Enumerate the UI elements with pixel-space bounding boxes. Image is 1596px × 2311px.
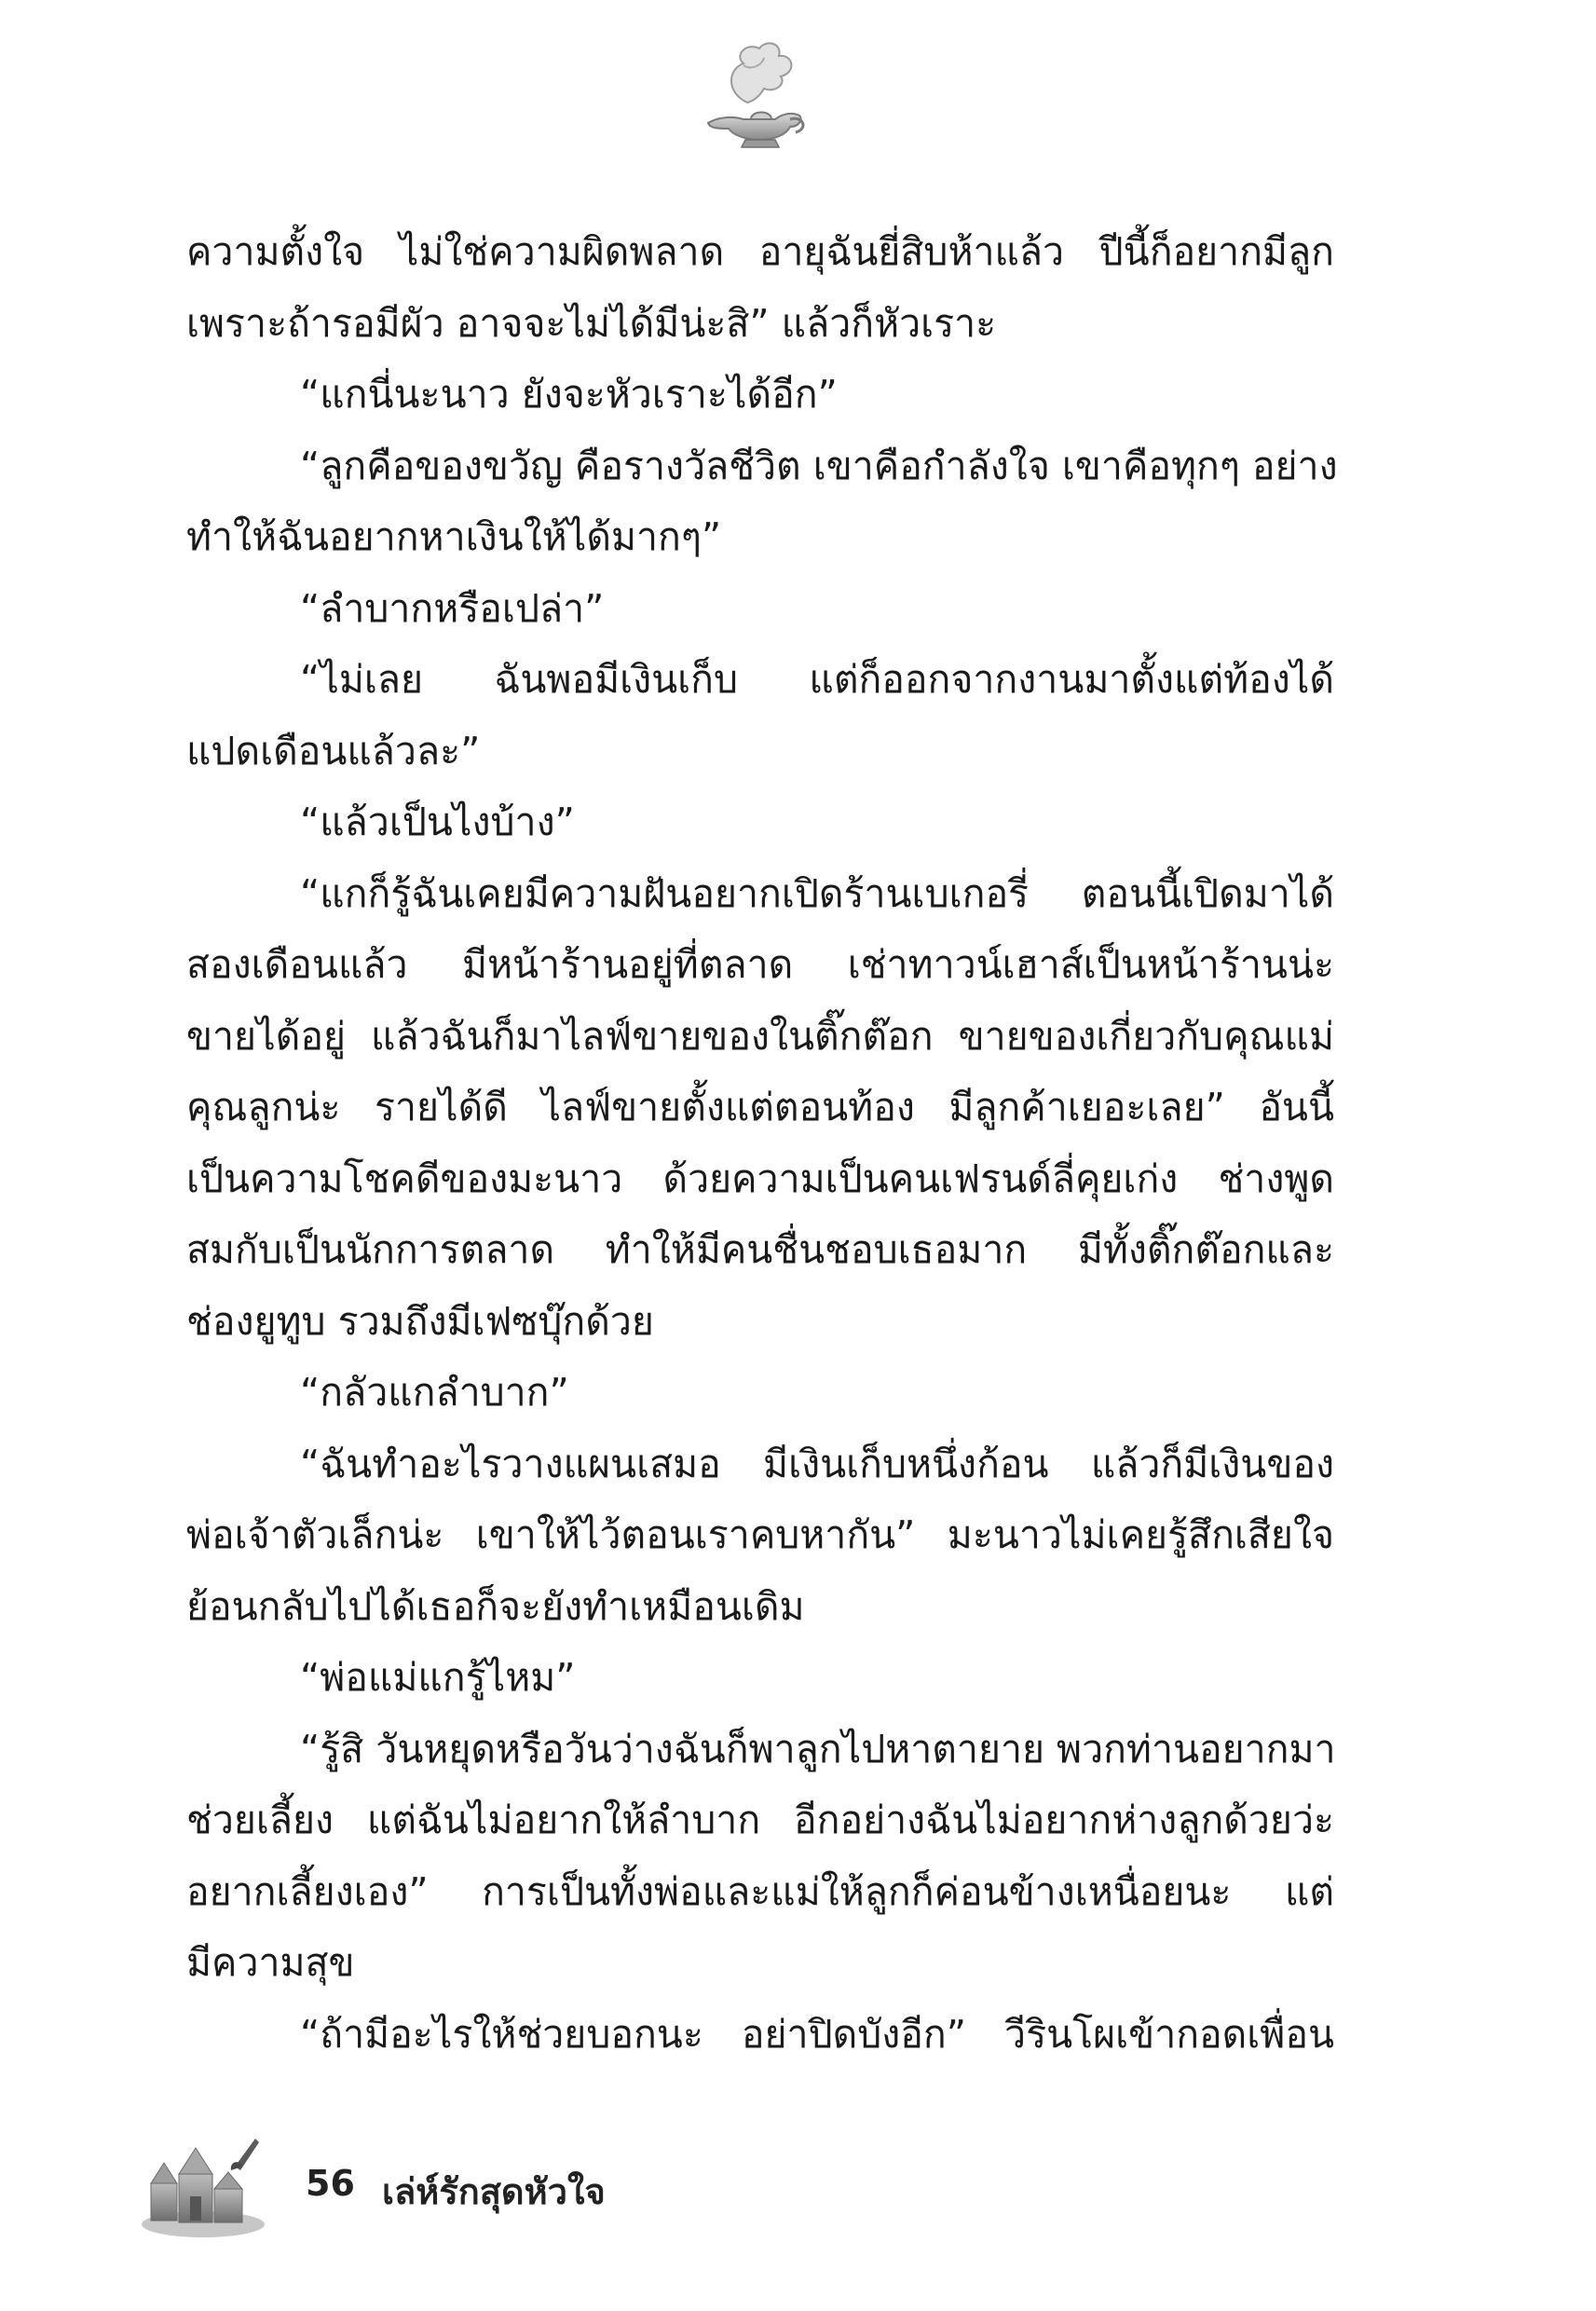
text-line: เพราะถ้ารอมีผัว อาจจะไม่ได้มีน่ะสิ” แล้วก็หัวเราะ — [186, 300, 997, 346]
text-line: “ฉันทำอะไรวางแผนเสมอ มีเงินเก็บหนึ่งก้อน แล้วก็มีเงินของ — [300, 1441, 1334, 1486]
text-line: เป็นความโชคดีของมะนาว ด้วยความเป็นคนเฟรนด์ลี่คุยเก่ง ช่างพูด — [186, 1156, 1334, 1201]
text-line: คุณลูกน่ะ รายได้ดี ไลฟ์ขายตั้งแต่ตอนท้อง มีลูกค้าเยอะเลย” อันนี้ — [186, 1085, 1334, 1129]
text-line: “กลัวแกลำบาก” — [300, 1370, 569, 1415]
sandcastle-icon — [138, 2129, 268, 2241]
text-line: สองเดือนแล้ว มีหน้าร้านอยู่ที่ตลาด เช่าทาวน์เฮาส์เป็นหน้าร้านน่ะ — [186, 942, 1334, 987]
text-line: ทำให้ฉันอยากหาเงินให้ได้มากๆ” — [186, 514, 722, 559]
text-line: อยากเลี้ยงเอง” การเป็นทั้งพ่อและแม่ให้ลูกก็ค่อนข้างเหนื่อยนะ แต่ — [186, 1868, 1334, 1914]
text-line: มีความสุข — [186, 1940, 355, 1985]
text-line: สมกับเป็นนักการตลาด ทำให้มีคนชื่นชอบเธอมาก มีทั้งติ๊กต๊อกและ — [186, 1227, 1334, 1272]
text-line: ย้อนกลับไปได้เธอก็จะยังทำเหมือนเดิม — [186, 1583, 805, 1629]
text-line: “ลำบากหรือเปล่า” — [300, 585, 605, 631]
text-line: “แล้วเป็นไงบ้าง” — [300, 800, 575, 844]
page-number: 56 — [306, 2163, 355, 2204]
text-line: ขายได้อยู่ แล้วฉันก็มาไลฟ์ขายของในติ๊กต๊อก ขายของเกี่ยวกับคุณแม่ — [186, 1013, 1334, 1059]
text-line: ช่องยูทูบ รวมถึงมีเฟซบุ๊กด้วย — [186, 1298, 654, 1344]
text-line: “ไม่เลย ฉันพอมีเงินเก็บ แต่ก็ออกจากงานมาตั้งแต่ท้องได้ — [300, 657, 1334, 702]
genie-lamp-icon — [689, 37, 820, 158]
text-line: “พ่อแม่แกรู้ไหม” — [300, 1655, 576, 1700]
page-footer — [138, 2129, 790, 2260]
text-line: ความตั้งใจ ไม่ใช่ความผิดพลาด อายุฉันยี่สิบห้าแล้ว ปีนี้ก็อยากมีลูก — [186, 229, 1334, 274]
text-line: แปดเดือนแล้วละ” — [186, 728, 481, 773]
body-text — [186, 216, 1338, 2070]
text-line: “แกก็รู้ฉันเคยมีความฝันอยากเปิดร้านเบเกอรี่ ตอนนี้เปิดมาได้ — [300, 870, 1334, 916]
book-title: เล่ห์รักสุดหัวใจ — [382, 2171, 606, 2212]
text-line: “ถ้ามีอะไรให้ช่วยบอกนะ อย่าปิดบังอีก” วีรินโผเข้ากอดเพื่อน — [300, 2011, 1334, 2057]
text-line: พ่อเจ้าตัวเล็กน่ะ เขาให้ไว้ตอนเราคบหากัน” มะนาวไม่เคยรู้สึกเสียใจ — [186, 1512, 1334, 1557]
text-line: ช่วยเลี้ยง แต่ฉันไม่อยากให้ลำบาก อีกอย่างฉันไม่อยากห่างลูกด้วยว่ะ — [186, 1798, 1334, 1842]
text-line: “ลูกคือของขวัญ คือรางวัลชีวิต เขาคือกำลังใจ เขาคือทุกๆ อย่าง — [300, 443, 1338, 488]
text-line: “แกนี่นะนาว ยังจะหัวเราะได้อีก” — [300, 372, 838, 417]
text-line: “รู้สิ วันหยุดหรือวันว่างฉันก็พาลูกไปหาตายาย พวกท่านอยากมา — [300, 1726, 1336, 1771]
